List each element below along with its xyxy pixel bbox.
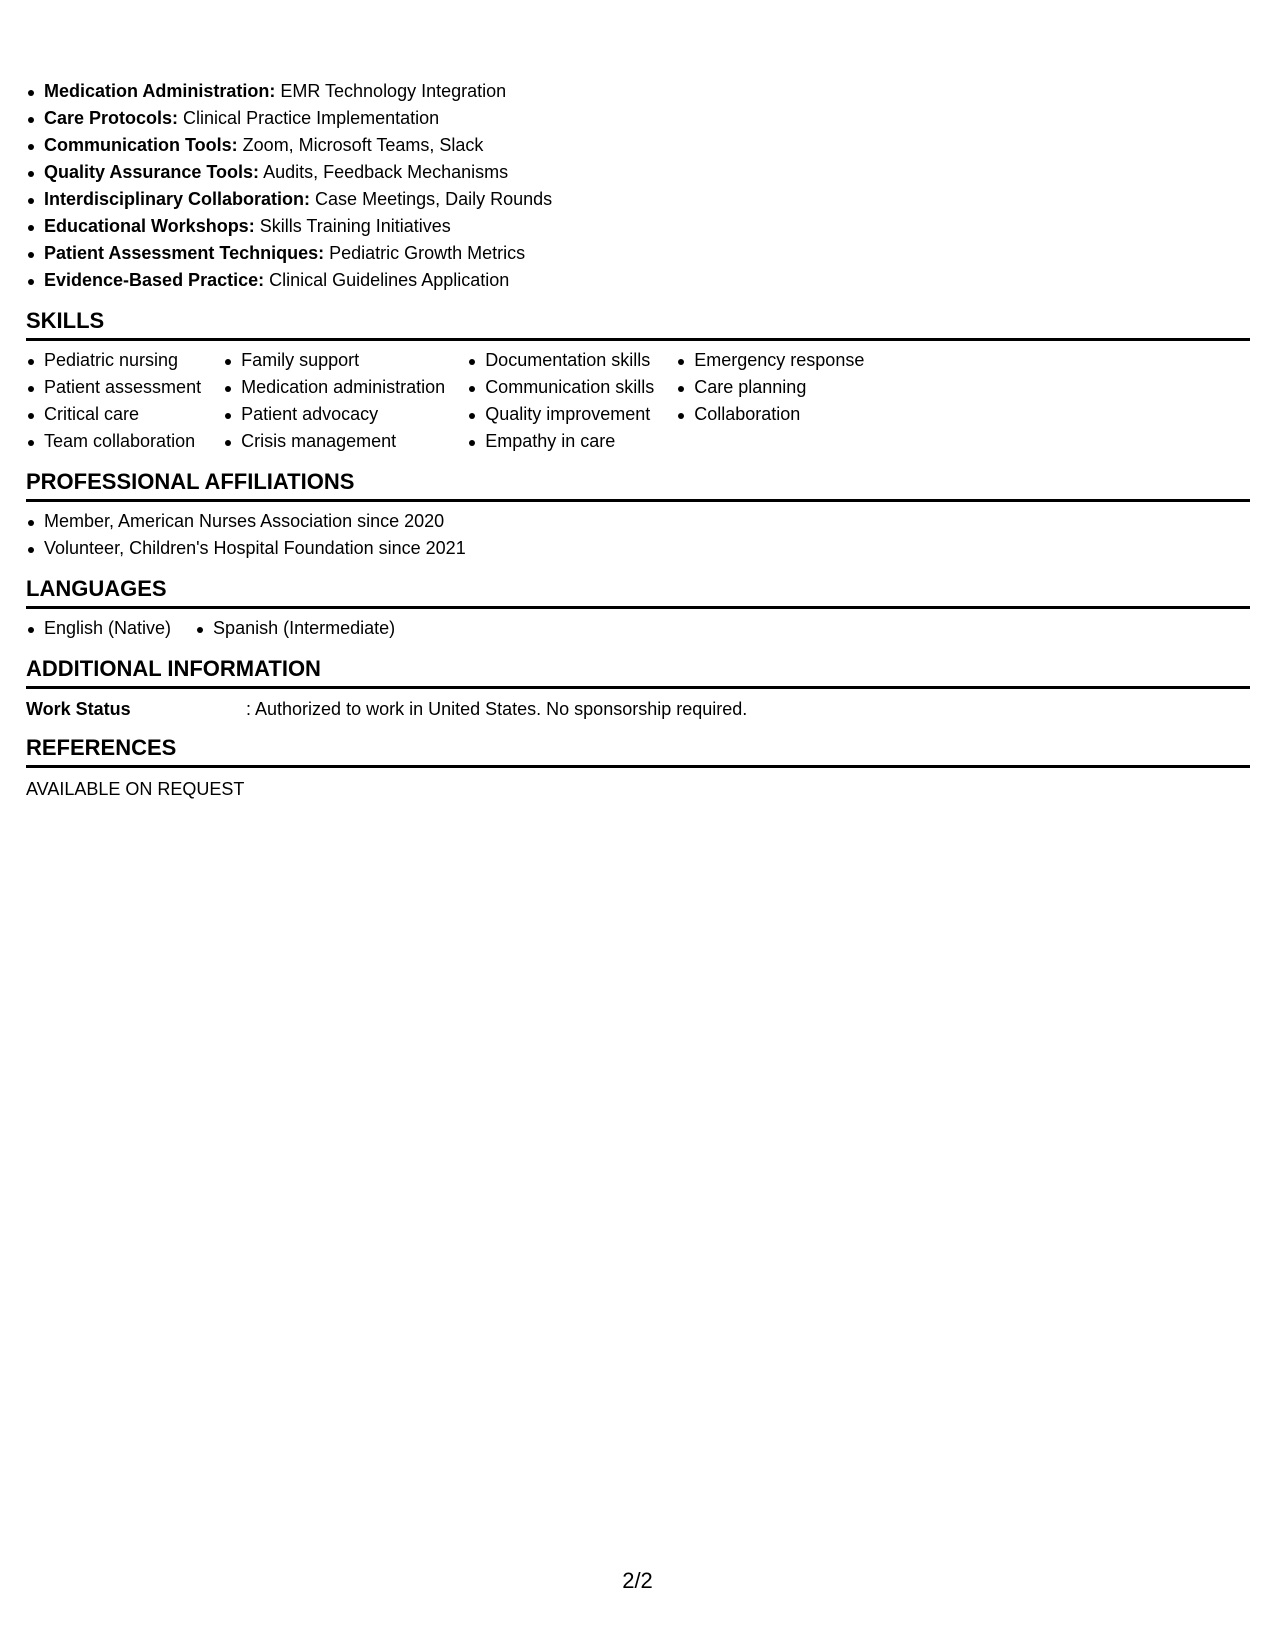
tool-label: Medication Administration: xyxy=(44,81,276,101)
affiliation-item: Member, American Nurses Association since 2020 xyxy=(26,508,1250,535)
language-item: English (Native) xyxy=(26,615,171,642)
tool-item xyxy=(26,240,1250,267)
skills-column xyxy=(676,347,864,455)
affiliation-item: Volunteer, Children's Hospital Foundation since 2021 xyxy=(26,535,1250,562)
tool-item xyxy=(26,132,1250,159)
languages-section xyxy=(26,576,1250,642)
skill-item: Documentation skills xyxy=(467,347,654,374)
tool-item xyxy=(26,213,1250,240)
skill-item: Pediatric nursing xyxy=(26,347,201,374)
tool-item xyxy=(26,78,1250,105)
languages-heading: LANGUAGES xyxy=(26,576,1250,609)
tool-value: Case Meetings, Daily Rounds xyxy=(310,189,553,209)
work-status-label: Work Status xyxy=(26,699,131,719)
tool-label: Interdisciplinary Collaboration: xyxy=(44,189,311,209)
skill-item: Critical care xyxy=(26,401,201,428)
skill-item: Collaboration xyxy=(676,401,864,428)
tool-item xyxy=(26,186,1250,213)
skill-item: Emergency response xyxy=(676,347,864,374)
skills-column xyxy=(223,347,445,455)
tool-value: Clinical Practice Implementation xyxy=(178,108,440,128)
tool-value: EMR Technology Integration xyxy=(275,81,507,101)
skills-column xyxy=(467,347,654,455)
additional-section xyxy=(26,656,1250,721)
tool-value: Clinical Guidelines Application xyxy=(264,270,510,290)
tool-item xyxy=(26,267,1250,294)
skill-item: Team collaboration xyxy=(26,428,201,455)
skills-grid xyxy=(26,347,1250,455)
additional-heading: ADDITIONAL INFORMATION xyxy=(26,656,1250,689)
skills-heading: SKILLS xyxy=(26,308,1250,341)
skill-item: Quality improvement xyxy=(467,401,654,428)
affiliations-list xyxy=(26,508,1250,562)
tool-item xyxy=(26,159,1250,186)
resume-page xyxy=(26,78,1250,801)
tool-label: Quality Assurance Tools: xyxy=(44,162,260,182)
tool-label: Care Protocols: xyxy=(44,108,179,128)
tool-value: Audits, Feedback Mechanisms xyxy=(259,162,509,182)
tool-label: Evidence-Based Practice: xyxy=(44,270,265,290)
skill-item: Crisis management xyxy=(223,428,445,455)
tool-label: Educational Workshops: xyxy=(44,216,255,236)
references-heading: REFERENCES xyxy=(26,735,1250,768)
tool-value: Skills Training Initiatives xyxy=(254,216,451,236)
skills-section xyxy=(26,308,1250,455)
work-status-row xyxy=(26,697,1250,721)
tool-item xyxy=(26,105,1250,132)
page-number: 2/2 xyxy=(622,1568,653,1593)
skills-column xyxy=(26,347,201,455)
work-status-value: : Authorized to work in United States. No sponsorship required. xyxy=(246,699,748,719)
skill-item: Patient assessment xyxy=(26,374,201,401)
languages-list xyxy=(26,615,1250,642)
references-text: AVAILABLE ON REQUEST xyxy=(26,779,245,799)
tool-label: Communication Tools: xyxy=(44,135,238,155)
skill-item: Empathy in care xyxy=(467,428,654,455)
skill-item: Patient advocacy xyxy=(223,401,445,428)
references-section xyxy=(26,735,1250,801)
tool-value: Zoom, Microsoft Teams, Slack xyxy=(237,135,484,155)
skill-item: Family support xyxy=(223,347,445,374)
language-item: Spanish (Intermediate) xyxy=(195,615,395,642)
affiliations-heading: PROFESSIONAL AFFILIATIONS xyxy=(26,469,1250,502)
tool-value: Pediatric Growth Metrics xyxy=(324,243,526,263)
skill-item: Care planning xyxy=(676,374,864,401)
affiliations-section xyxy=(26,469,1250,562)
skill-item: Communication skills xyxy=(467,374,654,401)
skill-item: Medication administration xyxy=(223,374,445,401)
tools-list xyxy=(26,78,1250,294)
tool-label: Patient Assessment Techniques: xyxy=(44,243,325,263)
